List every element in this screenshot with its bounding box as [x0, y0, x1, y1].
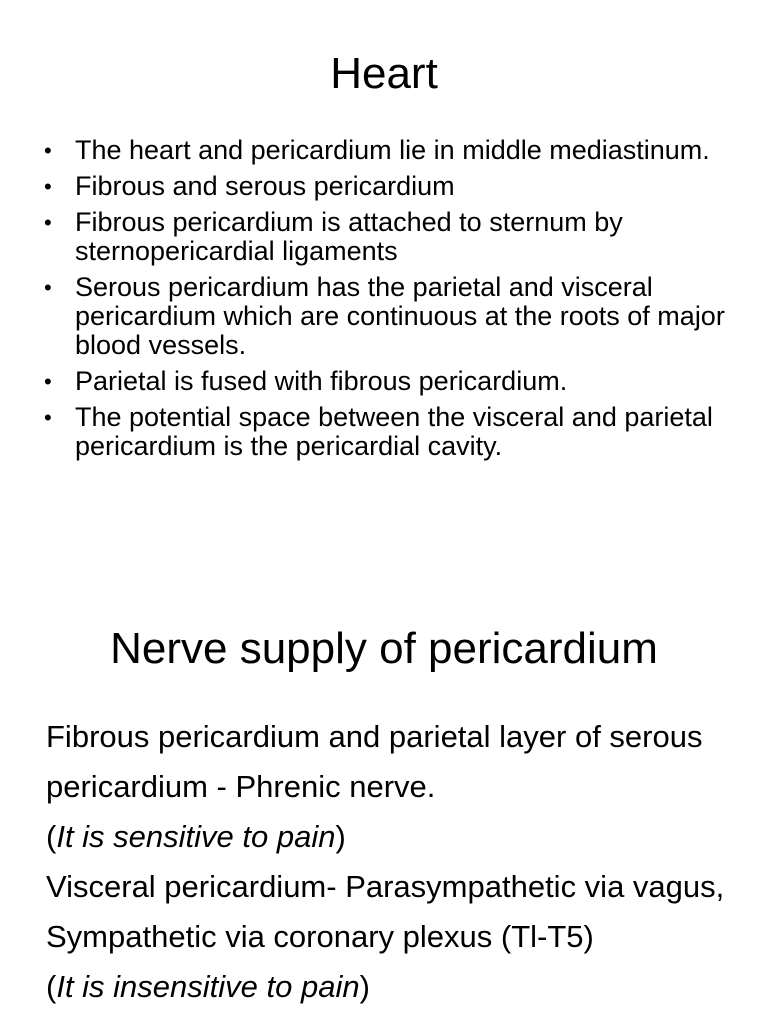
bullet-item	[44, 403, 734, 461]
bullet-dot-icon: •	[44, 174, 52, 199]
slide-nerve-supply	[0, 560, 768, 1024]
bullet-dot-icon: •	[44, 138, 52, 163]
paren-open: (	[46, 819, 57, 854]
bullet-list	[44, 136, 734, 468]
body-paragraph: Visceral pericardium- Parasympathetic via vagus, Sympathetic via coronary plexus (Tl-T5)	[46, 869, 725, 954]
note-text: It is insensitive to pain	[56, 969, 360, 1004]
body-note	[46, 962, 736, 1012]
bullet-text: Parietal is fused with fibrous pericardium.	[75, 366, 568, 396]
slide-title: Nerve supply of pericardium	[110, 624, 658, 673]
paren-close: )	[335, 819, 346, 854]
note-text: It is sensitive to pain	[56, 819, 336, 854]
bullet-item	[44, 208, 734, 266]
slide-title: Heart	[330, 49, 438, 98]
paren-close: )	[359, 969, 370, 1004]
body-paragraph: Fibrous pericardium and parietal layer of serous pericardium - Phrenic nerve.	[46, 719, 703, 804]
bullet-dot-icon: •	[44, 405, 52, 430]
bullet-item	[44, 136, 734, 165]
body-note	[46, 812, 736, 862]
bullet-item	[44, 172, 734, 201]
slide-body	[46, 712, 736, 1012]
bullet-text: Serous pericardium has the parietal and visceral pericardium which are continuous at the roots of major blood vessels.	[75, 272, 725, 360]
bullet-item	[44, 367, 734, 396]
bullet-text: Fibrous and serous pericardium	[75, 171, 455, 201]
bullet-dot-icon: •	[44, 210, 52, 235]
bullet-dot-icon: •	[44, 275, 52, 300]
bullet-dot-icon: •	[44, 369, 52, 394]
bullet-text: The potential space between the visceral and parietal pericardium is the pericardial cavity.	[75, 402, 713, 461]
paren-open: (	[46, 969, 57, 1004]
bullet-text: Fibrous pericardium is attached to sternum by sternopericardial ligaments	[75, 207, 623, 266]
bullet-item	[44, 273, 734, 360]
bullet-text: The heart and pericardium lie in middle mediastinum.	[75, 135, 710, 165]
